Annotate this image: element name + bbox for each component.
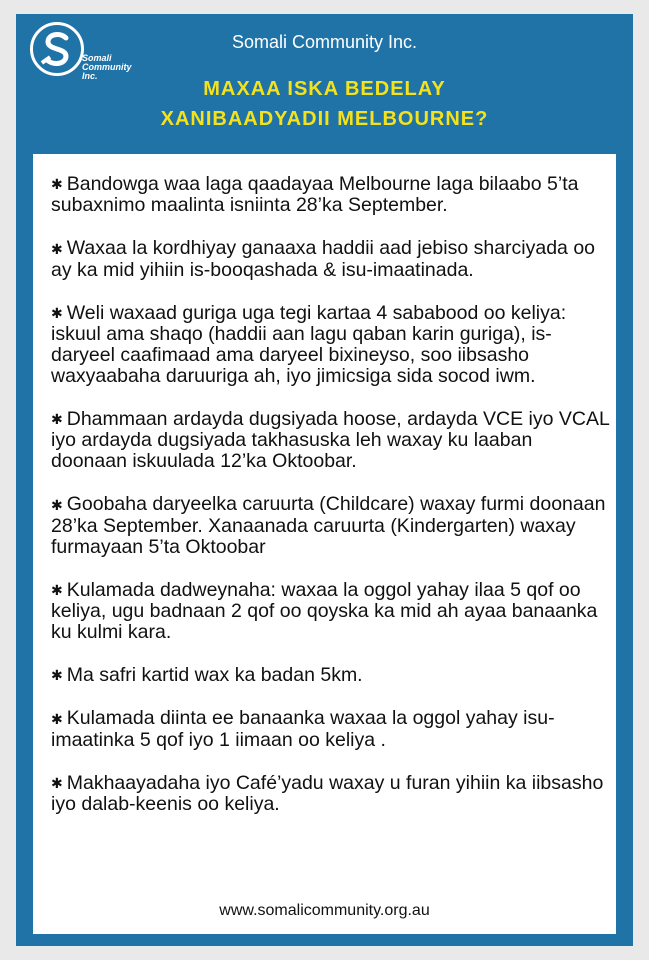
- bullet-item: [51, 238, 611, 280]
- logo-wordmark-line3: Inc.: [82, 71, 98, 81]
- logo-wordmark-line1: Somali: [82, 53, 112, 63]
- headline-line2: XANIBAADYADII MELBOURNE?: [160, 108, 489, 130]
- website-link[interactable]: www.somalicommunity.org.au: [219, 902, 430, 919]
- bullet-item: [51, 773, 611, 815]
- poster-frame: [16, 14, 633, 946]
- org-name: Somali Community Inc.: [231, 32, 418, 52]
- asterisk-icon: ✱: [51, 582, 63, 599]
- bullet-text: Ma safri kartid wax ka badan 5km.: [66, 664, 363, 687]
- asterisk-icon: ✱: [51, 667, 63, 684]
- bullet-text: Dhammaan ardayda dugsiyada hoose, ardayda VCE iyo VCAL iyo ardayda dugsiyada takhasuska leh waxay ku laaban doonaan iskuulada 12’ka Oktoobar.: [51, 408, 610, 473]
- content-panel: [33, 154, 616, 934]
- bullet-text: Waxaa la kordhiyay ganaaxa haddii aad jebiso sharciyada oo ay ka mid yihiin is-booqashada & isu-imaatinada.: [51, 237, 596, 281]
- bullet-item: [51, 303, 611, 387]
- logo-wordmark-line2: Community: [82, 62, 132, 72]
- headline-line1: MAXAA ISKA BEDELAY: [203, 78, 446, 100]
- headline: [16, 71, 633, 134]
- bullet-text: Weli waxaad guriga uga tegi kartaa 4 sababood oo keliya: iskuul ama shaqo (haddii aan lagu qaban karin guriga), is-daryeel caafimaad ama daryeel bixineyso, soo iibsasho waxyaabaha daruuriga ah, iyo jimicsiga sida socod iwm.: [51, 301, 567, 388]
- asterisk-icon: ✱: [51, 240, 63, 257]
- bullet-text: Goobaha daryeelka caruurta (Childcare) waxay furmi doonaan 28’ka September. Xanaanada caruurta (Kindergarten) waxay furmayaan 5’ta Oktoobar: [51, 493, 606, 558]
- bullet-item: [51, 174, 611, 216]
- bullet-text: Kulamada dadweynaha: waxaa la oggol yahay ilaa 5 qof oo keliya, ugu badnaan 2 qof oo qoyska ka mid ah ayaa banaanka ku kulmi kara.: [51, 578, 598, 644]
- bullet-text: Bandowga waa laga qaadayaa Melbourne laga bilaabo 5’ta subaxnimo maalinta isniinta 28’ka September.: [51, 173, 579, 217]
- asterisk-icon: ✱: [51, 496, 63, 513]
- asterisk-icon: ✱: [51, 411, 63, 428]
- asterisk-icon: ✱: [51, 176, 63, 193]
- bullet-item: [51, 409, 611, 472]
- bullet-item: [51, 665, 611, 686]
- bullet-item: [51, 708, 611, 750]
- bullet-list: [51, 174, 611, 837]
- bullet-text: Makhaayadaha iyo Café’yadu waxay u furan yihiin ka iibsasho iyo dalab-keenis oo keliya.: [51, 771, 604, 816]
- asterisk-icon: ✱: [51, 305, 63, 322]
- bullet-item: [51, 580, 611, 643]
- asterisk-icon: ✱: [51, 775, 63, 792]
- bullet-text: Kulamada diinta ee banaanka waxaa la oggol yahay isu-imaatinka 5 qof iyo 1 iimaan oo keliya .: [51, 707, 555, 751]
- bullet-item: [51, 494, 611, 557]
- asterisk-icon: ✱: [51, 710, 63, 727]
